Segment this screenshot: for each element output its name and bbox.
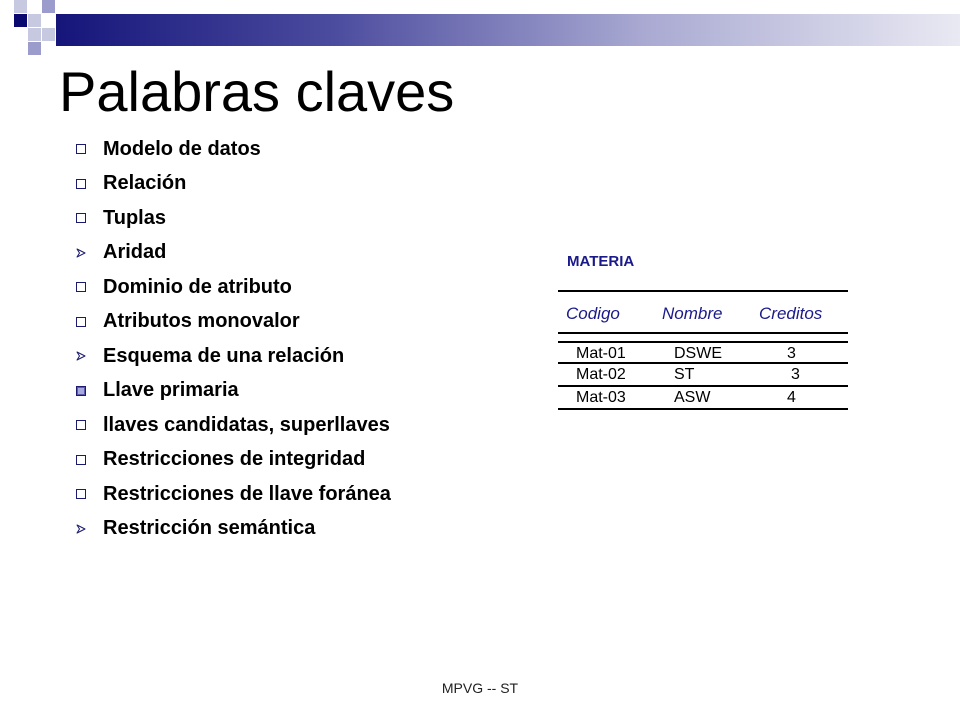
square-bullet-icon (76, 489, 86, 499)
arrow-bullet-icon (76, 248, 86, 258)
table-row (558, 387, 848, 410)
list-item-text: llaves candidatas, superllaves (103, 413, 390, 436)
slide-footer: MPVG -- ST (441, 680, 519, 696)
square-bullet-icon (76, 144, 86, 154)
decor-square (42, 28, 55, 41)
list-item-text: Modelo de datos (103, 137, 261, 160)
table-row (558, 341, 848, 364)
list-item-text: Aridad (103, 241, 167, 264)
list-item-text: Esquema de una relación (103, 344, 345, 367)
decor-square (28, 28, 41, 41)
list-item-text: Restricciones de llave foránea (103, 482, 391, 505)
decor-square (42, 0, 55, 13)
square-bullet-icon (76, 455, 86, 465)
table-body (558, 341, 848, 410)
slide-title: Palabras claves (59, 60, 455, 123)
cell-nombre: ASW (674, 389, 711, 406)
header-gradient-bar (56, 14, 960, 46)
column-header-codigo: Codigo (566, 304, 620, 323)
cell-codigo: Mat-03 (576, 389, 626, 406)
list-item-text: Atributos monovalor (103, 310, 300, 333)
list-item-text: Restricciones de integridad (103, 448, 366, 471)
cell-creditos: 4 (787, 389, 796, 406)
decor-square (14, 0, 27, 13)
list-item-text: Llave primaria (103, 379, 239, 402)
decor-square (28, 14, 41, 27)
arrow-bullet-icon (76, 524, 86, 534)
list-item-text: Dominio de atributo (103, 275, 292, 298)
cell-creditos: 3 (787, 345, 796, 362)
table-caption: MATERIA (567, 253, 635, 270)
table-row (558, 364, 848, 387)
column-header-creditos: Creditos (759, 304, 823, 323)
filled-square-bullet-icon (76, 386, 86, 396)
cell-codigo: Mat-02 (576, 366, 626, 383)
cell-codigo: Mat-01 (576, 345, 626, 362)
list-item-text: Restricción semántica (103, 517, 316, 540)
table-header (558, 290, 848, 334)
decor-square (28, 42, 41, 55)
square-bullet-icon (76, 420, 86, 430)
arrow-bullet-icon (76, 351, 86, 361)
cell-nombre: ST (674, 366, 695, 383)
square-bullet-icon (76, 282, 86, 292)
column-header-nombre: Nombre (662, 304, 723, 323)
cell-nombre: DSWE (674, 345, 722, 362)
cell-creditos: 3 (791, 366, 800, 383)
decor-square (14, 14, 27, 27)
list-item-text: Tuplas (103, 206, 166, 229)
square-bullet-icon (76, 179, 86, 189)
square-bullet-icon (76, 317, 86, 327)
list-item-text: Relación (103, 172, 187, 195)
square-bullet-icon (76, 213, 86, 223)
